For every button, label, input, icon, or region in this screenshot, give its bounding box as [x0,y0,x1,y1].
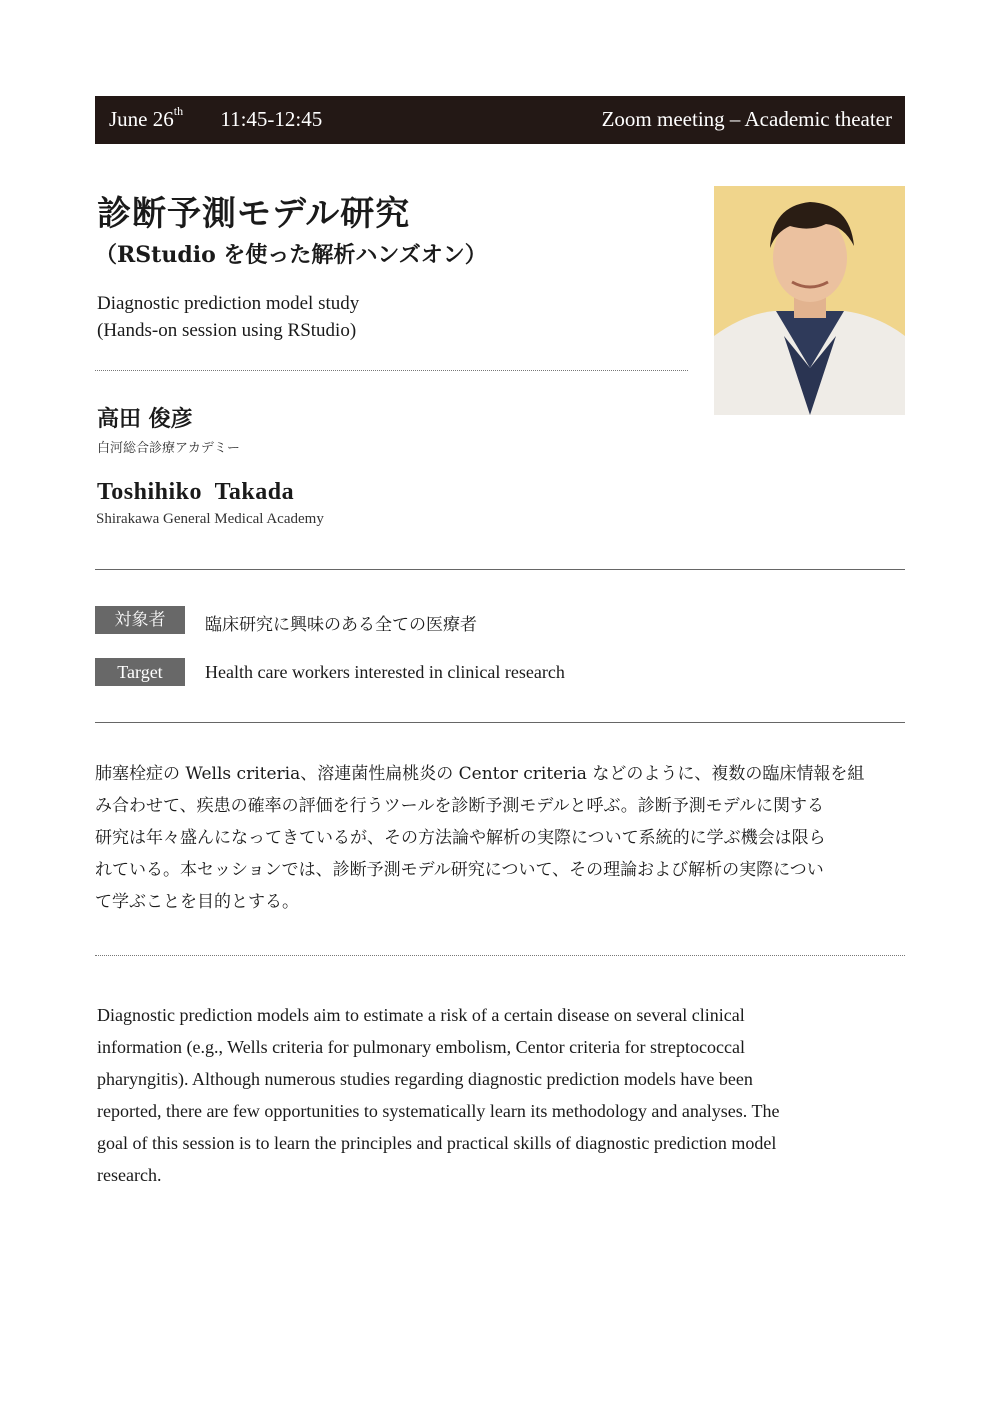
description-divider [95,955,905,956]
session-title-en [97,290,359,344]
title-divider [95,370,688,371]
target-label-en: Target [95,658,185,686]
speaker-portrait-illustration [714,186,905,415]
speaker-photo [714,186,905,415]
session-subtitle-jp: （RStudio を使った解析ハンズオン） [95,242,487,268]
session-time: 11:45-12:45 [220,107,323,131]
description-jp [95,758,907,918]
session-title-en-line1: Diagnostic prediction model study [97,293,360,314]
session-date: June 26 [109,107,174,131]
description-jp-line: 研究は年々盛んになってきているが、その方法論や解析の実際について系統的に学ぶ機会は限ら [95,828,826,848]
session-datetime [109,104,323,132]
description-en-line: pharyngitis). Although numerous studies regarding diagnostic prediction models have been [97,1069,753,1089]
session-title-jp: 診断予測モデル研究 [97,194,411,234]
description-jp-line: て学ぶことを目的とする。 [95,892,299,912]
speaker-affiliation-jp: 白河総合診療アカデミー [97,441,240,456]
description-jp-line: れている。本セッションでは、診断予測モデル研究について、その理論および解析の実際につい [95,860,824,880]
session-date-suffix: th [173,104,184,118]
description-en-line: research. [97,1165,162,1185]
description-en-line: reported, there are few opportunities to systematically learn its methodology and analyses. The [97,1101,780,1121]
target-label-jp: 対象者 [95,606,185,634]
speaker-divider [95,569,905,570]
session-title-en-line2: (Hands-on session using RStudio) [97,320,357,341]
description-en-line: Diagnostic prediction models aim to estimate a risk of a certain disease on several clinical [97,1005,745,1025]
speaker-affiliation-en: Shirakawa General Medical Academy [96,511,324,527]
speaker-name-jp: 高田 俊彦 [97,406,193,432]
target-text-en: Health care workers interested in clinical research [205,662,565,682]
description-jp-line: 肺塞栓症の Wells criteria、溶連菌性扁桃炎の Centor criteria などのように、複数の臨床情報を組 [95,764,865,784]
session-venue: Zoom meeting – Academic theater [601,107,892,131]
description-jp-line: み合わせて、疾患の確率の評価を行うツールを診断予測モデルと呼ぶ。診断予測モデルに関する [95,796,824,816]
target-divider [95,722,905,723]
target-text-jp: 臨床研究に興味のある全ての医療者 [205,615,477,635]
description-en-line: goal of this session is to learn the principles and practical skills of diagnostic prediction model [97,1133,777,1153]
description-en-line: information (e.g., Wells criteria for pulmonary embolism, Centor criteria for streptococcal [97,1037,745,1057]
description-en [97,999,907,1191]
speaker-name-en: Toshihiko Takada [97,479,295,505]
session-header-bar [95,96,905,144]
